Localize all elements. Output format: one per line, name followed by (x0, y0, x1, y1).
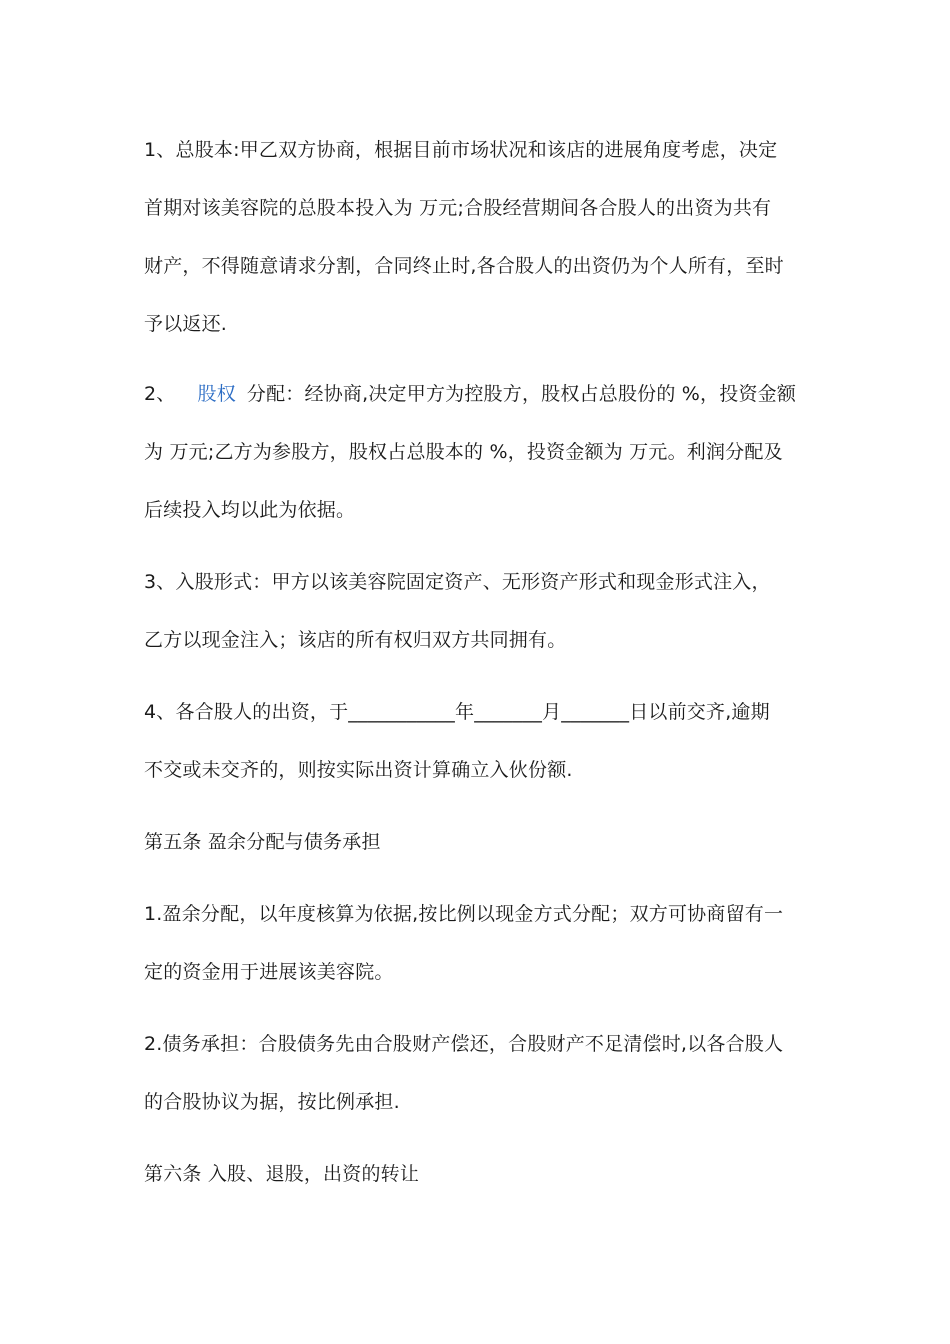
item-2-prefix: 2、 (144, 383, 176, 405)
equity-link[interactable]: 股权 (197, 383, 236, 405)
item-2-line-3: 后续投入均以此为依据。 (144, 499, 356, 521)
item-1-line-2: 首期对该美容院的总股本投入为 万元;合股经营期间各合股人的出资为共有 (144, 197, 772, 219)
item-4-line-2: 不交或未交齐的，则按实际出资计算确立入伙份额. (144, 759, 573, 781)
item-1-line-4: 予以返还. (144, 313, 228, 335)
section-6-heading: 第六条 入股、退股，出资的转让 (144, 1163, 420, 1185)
item-1-line-1: 1、总股本:甲乙双方协商，根据目前市场状况和该店的进展角度考虑，决定 (144, 139, 778, 161)
item-2-line-1 (144, 381, 796, 407)
debt-line-1: 2.债务承担：合股债务先由合股财产偿还，合股财产不足清偿时,以各合股人 (144, 1033, 784, 1055)
item-2-text: 分配：经协商,决定甲方为控股方，股权占总股份的 %，投资金额 (246, 383, 797, 405)
section-5-heading: 第五条 盈余分配与债务承担 (144, 831, 381, 853)
item-4-line-1: 4、各合股人的出资，于___________年_______月_______日以前交齐,逾期 (144, 701, 770, 723)
profit-line-1: 1.盈余分配，以年度核算为依据,按比例以现金方式分配；双方可协商留有一 (144, 903, 784, 925)
item-1-line-3: 财产，不得随意请求分割，合同终止时,各合股人的出资仍为个人所有，至时 (144, 255, 784, 277)
debt-line-2: 的合股协议为据，按比例承担. (144, 1091, 400, 1113)
profit-line-2: 定的资金用于进展该美容院。 (144, 961, 394, 983)
item-2-line-2: 为 万元;乙方为参股方，股权占总股本的 %，投资金额为 万元。利润分配及 (144, 441, 783, 463)
item-3-line-1: 3、入股形式：甲方以该美容院固定资产、无形资产形式和现金形式注入， (144, 571, 771, 593)
item-3-line-2: 乙方以现金注入；该店的所有权归双方共同拥有。 (144, 629, 567, 651)
